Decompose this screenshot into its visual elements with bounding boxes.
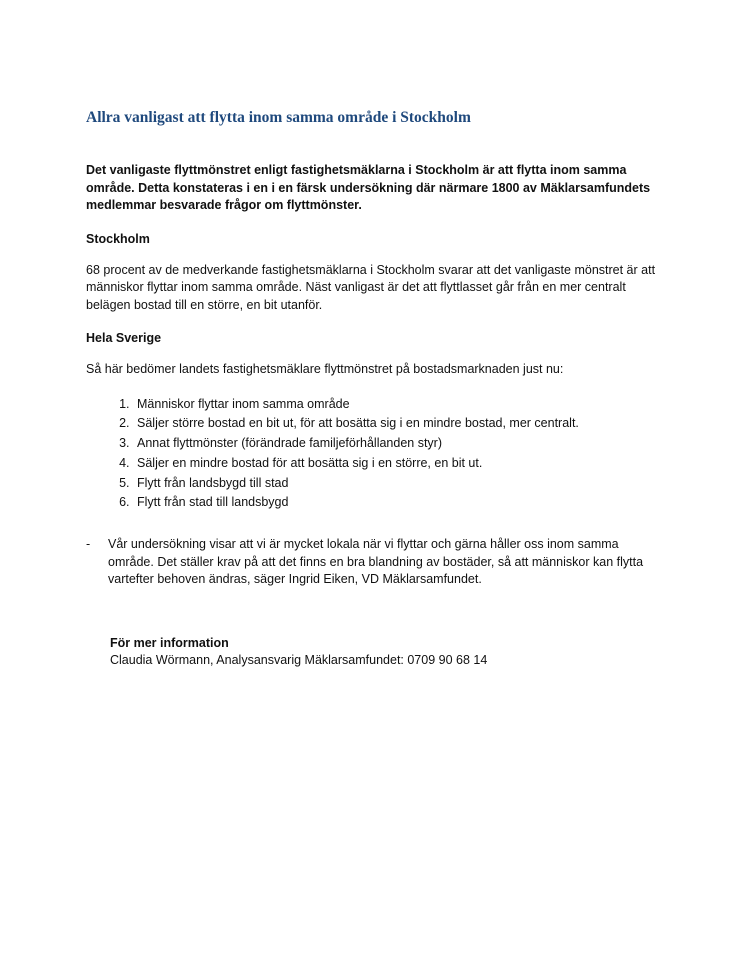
quote-text: Vår undersökning visar att vi är mycket lokala när vi flyttar och gärna håller oss inom samma område. Det ställer krav på att det finns en bra blandning av bostäder, så att människor kan flytta vartefter behoven ändras, säger Ingrid Eiken, VD Mäklarsamfundet. (108, 537, 644, 587)
section-body-stockholm: 68 procent av de medverkande fastighetsmäklarna i Stockholm svarar att det vanligaste mönstret är att människor flyttar inom samma område. Näst vanligast är det att flyttlasset går från en mer centralt belägen bostad till en större, en bit utanför. (86, 262, 656, 312)
flyttmonster-list (86, 396, 666, 513)
quote-dash: - (86, 537, 91, 552)
contact-heading: För mer information (110, 635, 229, 650)
list-item: 3. Annat flyttmönster (förändrade familjeförhållanden styr) (133, 435, 666, 453)
intro-paragraph: Det vanligaste flyttmönstret enligt fastighetsmäklarna i Stockholm är att flytta inom samma område. Detta konstateras i en i en färsk undersökning där närmare 1800 av Mäklarsamfundets medlemmar besvarade frågor om flyttmönster. (86, 163, 651, 213)
list-item: 5. Flytt från landsbygd till stad (133, 475, 666, 493)
document-page (86, 108, 666, 670)
section-heading-hela-sverige: Hela Sverige (86, 331, 162, 346)
quote-paragraph (86, 536, 666, 589)
section-body-hela-sverige: Så här bedömer landets fastighetsmäklare flyttmönstret på bostadsmarknaden just nu: (86, 362, 564, 377)
list-item: 1. Människor flyttar inom samma område (133, 396, 666, 414)
contact-line: Claudia Wörmann, Analysansvarig Mäklarsamfundet: 0709 90 68 14 (110, 653, 488, 668)
section-heading-stockholm: Stockholm (86, 231, 150, 246)
list-item: 4. Säljer en mindre bostad för att bosätta sig i en större, en bit ut. (133, 455, 666, 473)
list-item: 2. Säljer större bostad en bit ut, för att bosätta sig i en mindre bostad, mer centralt. (133, 415, 666, 433)
list-item: 6. Flytt från stad till landsbygd (133, 494, 666, 512)
document-title: Allra vanligast att flytta inom samma område i Stockholm (86, 109, 471, 126)
contact-block (86, 635, 666, 670)
